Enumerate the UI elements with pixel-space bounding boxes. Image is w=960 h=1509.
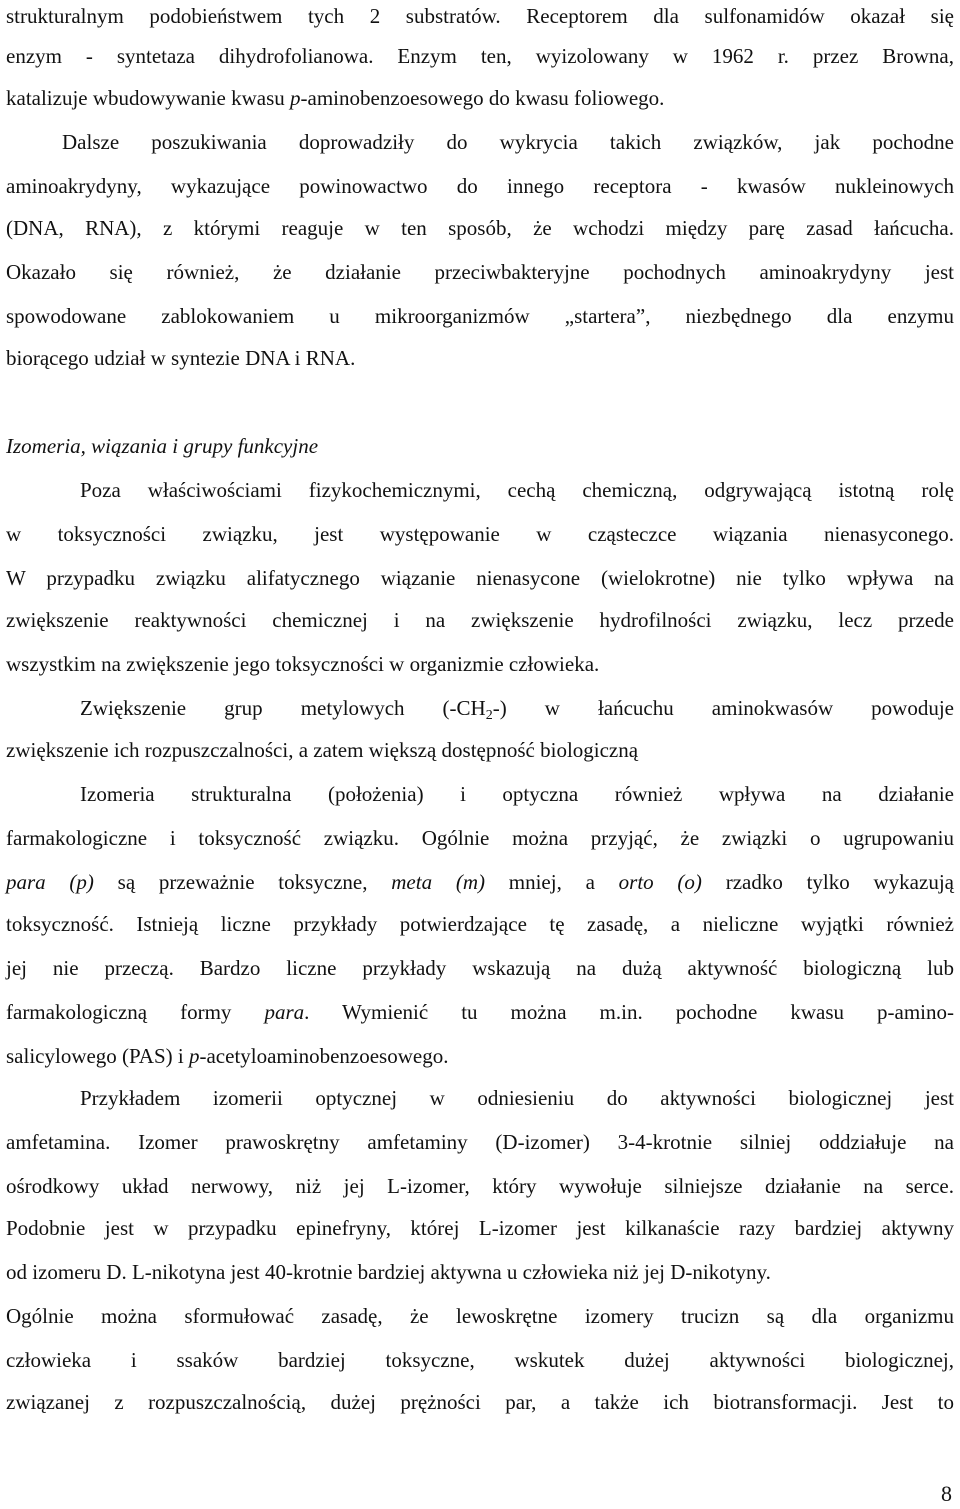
text-line: para (p) są przeważnie toksyczne, meta (m) mniej, a orto (o) rzadko tylko wykazują bbox=[6, 870, 954, 894]
text-line: (DNA, RNA), z którymi reaguje w ten sposób, że wchodzi między parę zasad łańcucha. bbox=[6, 216, 954, 240]
text-line: Izomeria strukturalna (położenia) i optyczna również wpływa na działanie bbox=[80, 782, 954, 806]
text-line: związanej z rozpuszczalnością, dużej prężności par, a także ich biotransformacji. Jest to bbox=[6, 1390, 954, 1414]
text-line: zwiększenie reaktywności chemicznej i na zwiększenie hydrofilności związku, lecz przede bbox=[6, 608, 954, 632]
text-line: jej nie przeczą. Bardzo liczne przykłady wskazują na dużą aktywność biologiczną lub bbox=[6, 956, 954, 980]
text-line: enzym - syntetaza dihydrofolianowa. Enzym ten, wyizolowany w 1962 r. przez Browna, bbox=[6, 44, 954, 68]
section-heading: Izomeria, wiązania i grupy funkcyjne bbox=[6, 434, 319, 458]
text-line: w toksyczności związku, jest występowanie w cząsteczce wiązania nienasyconego. bbox=[6, 522, 954, 546]
text-line: toksyczność. Istnieją liczne przykłady potwierdzające tę zasadę, a nieliczne wyjątki również bbox=[6, 912, 954, 936]
text-line: Przykładem izomerii optycznej w odniesieniu do aktywności biologicznej jest bbox=[80, 1086, 954, 1110]
text-line: zwiększenie ich rozpuszczalności, a zatem większą dostępność biologiczną bbox=[6, 738, 639, 762]
text-line: ośrodkowy układ nerwowy, niż jej L-izomer, który wywołuje silniejsze działanie na serce. bbox=[6, 1174, 954, 1198]
text-line: aminoakrydyny, wykazujące powinowactwo do innego receptora - kwasów nukleinowych bbox=[6, 174, 954, 198]
text-line: W przypadku związku alifatycznego wiązanie nienasycone (wielokrotne) nie tylko wpływa na bbox=[6, 566, 954, 590]
text-line: farmakologiczne i toksyczność związku. Ogólnie można przyjąć, że związki o ugrupowaniu bbox=[6, 826, 954, 850]
text-line: wszystkim na zwiększenie jego toksyczności w organizmie człowieka. bbox=[6, 652, 600, 676]
text-line: spowodowane zablokowaniem u mikroorganizmów „startera”, niezbędnego dla enzymu bbox=[6, 304, 954, 328]
text-line: katalizuje wbudowywanie kwasu p-aminobenzoesowego do kwasu foliowego. bbox=[6, 86, 665, 110]
page-number: 8 bbox=[941, 1481, 952, 1506]
text-line: Zwiększenie grup metylowych $(-CH_2-)$ w łańcuchu aminokwasów powoduje bbox=[80, 696, 954, 723]
text-line: Okazało się również, że działanie przeciwbakteryjne pochodnych aminoakrydyny jest bbox=[6, 260, 954, 284]
text-line: Poza właściwościami fizykochemicznymi, cechą chemiczną, odgrywającą istotną rolę bbox=[80, 478, 954, 502]
text-line: strukturalnym podobieństwem tych 2 substratów. Receptorem dla sulfonamidów okazał się bbox=[6, 4, 954, 28]
text-line: salicylowego (PAS) i p-acetyloaminobenzoesowego. bbox=[6, 1044, 449, 1068]
text-line: od izomeru D. L-nikotyna jest 40-krotnie bardziej aktywna u człowieka niż jej D-nikotyny. bbox=[6, 1260, 771, 1284]
text-line: amfetamina. Izomer prawoskrętny amfetaminy (D-izomer) 3-4-krotnie silniej oddziałuje na bbox=[6, 1130, 954, 1154]
text-line: Ogólnie można sformułować zasadę, że lewoskrętne izomery trucizn są dla organizmu bbox=[6, 1304, 954, 1328]
text-line: Podobnie jest w przypadku epinefryny, której L-izomer jest kilkanaście razy bardziej aktywny bbox=[6, 1216, 954, 1240]
text-line: biorącego udział w syntezie DNA i RNA. bbox=[6, 346, 356, 370]
text-line: człowieka i ssaków bardziej toksyczne, wskutek dużej aktywności biologicznej, bbox=[6, 1348, 954, 1372]
text-line: Dalsze poszukiwania doprowadziły do wykrycia takich związków, jak pochodne bbox=[62, 130, 954, 154]
text-line: farmakologiczną formy para. Wymienić tu można m.in. pochodne kwasu p-amino- bbox=[6, 1000, 954, 1024]
